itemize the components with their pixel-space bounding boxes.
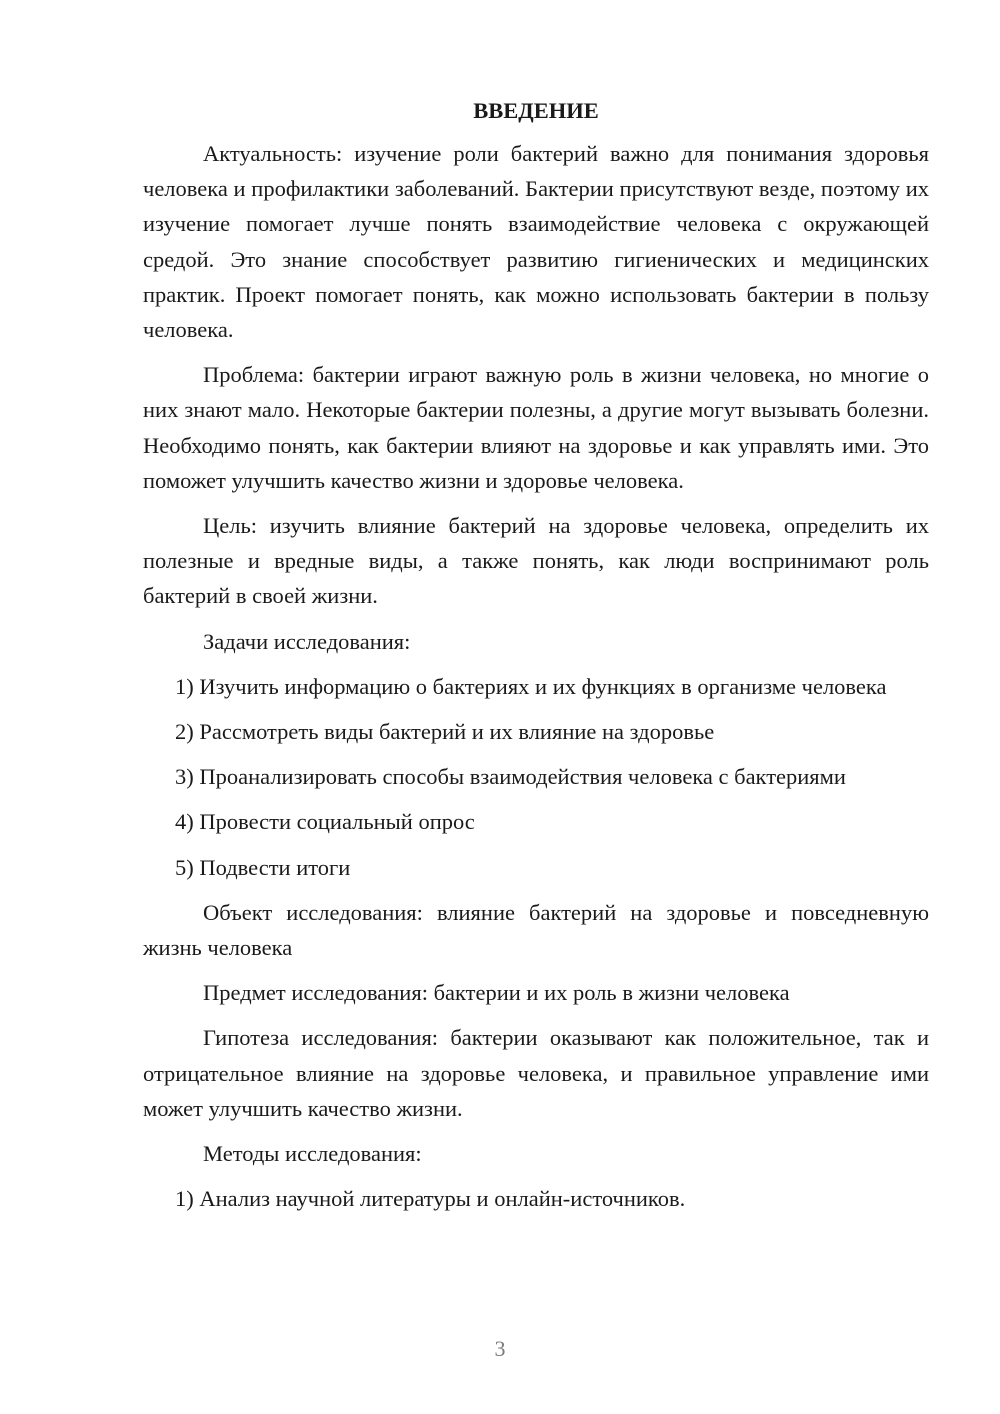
task-item-3: 3) Проанализировать способы взаимодействия человека с бактериями bbox=[175, 764, 846, 790]
tasks-heading: Задачи исследования: bbox=[203, 628, 411, 654]
hypothesis-paragraph: Гипотеза исследования: бактерии оказывают как положительное, так и отрицательное влияние на здоровье человека, и правильное управление ими может улучшить качество жизни. bbox=[143, 1025, 929, 1121]
section-title: ВВЕДЕНИЕ bbox=[473, 98, 599, 123]
page-number: 3 bbox=[494, 1336, 506, 1361]
subject-paragraph: Предмет исследования: бактерии и их роль в жизни человека bbox=[203, 980, 790, 1006]
task-item-1: 1) Изучить информацию о бактериях и их функциях в организме человека bbox=[175, 673, 887, 699]
goal-paragraph: Цель: изучить влияние бактерий на здоровье человека, определить их полезные и вредные виды, а также понять, как люди воспринимают роль бактерий в своей жизни. bbox=[143, 513, 929, 609]
task-item-5: 5) Подвести итоги bbox=[175, 854, 351, 880]
page-content bbox=[143, 96, 929, 1226]
task-item-2: 2) Рассмотреть виды бактерий и их влияние на здоровье bbox=[175, 719, 715, 745]
methods-heading: Методы исследования: bbox=[203, 1141, 422, 1167]
task-item-4: 4) Провести социальный опрос bbox=[175, 809, 475, 835]
relevance-paragraph: Актуальность: изучение роли бактерий важно для понимания здоровья человека и профилактики заболеваний. Бактерии присутствуют везде, поэтому их изучение помогает лучше понять взаимодействие человека с окружающей средой. Это знание способствует развитию гигиенических и медицинских практик. Проект помогает понять, как можно использовать бактерии в пользу человека. bbox=[143, 141, 929, 343]
problem-paragraph: Проблема: бактерии играют важную роль в жизни человека, но многие о них знают мало. Некоторые бактерии полезны, а другие могут вызывать болезни. Необходимо понять, как бактерии влияют на здоровье и как управлять ими. Это поможет улучшить качество жизни и здоровье человека. bbox=[143, 362, 929, 493]
method-item-1: 1) Анализ научной литературы и онлайн-источников. bbox=[175, 1186, 686, 1212]
object-paragraph: Объект исследования: влияние бактерий на здоровье и повседневную жизнь человека bbox=[143, 899, 929, 961]
